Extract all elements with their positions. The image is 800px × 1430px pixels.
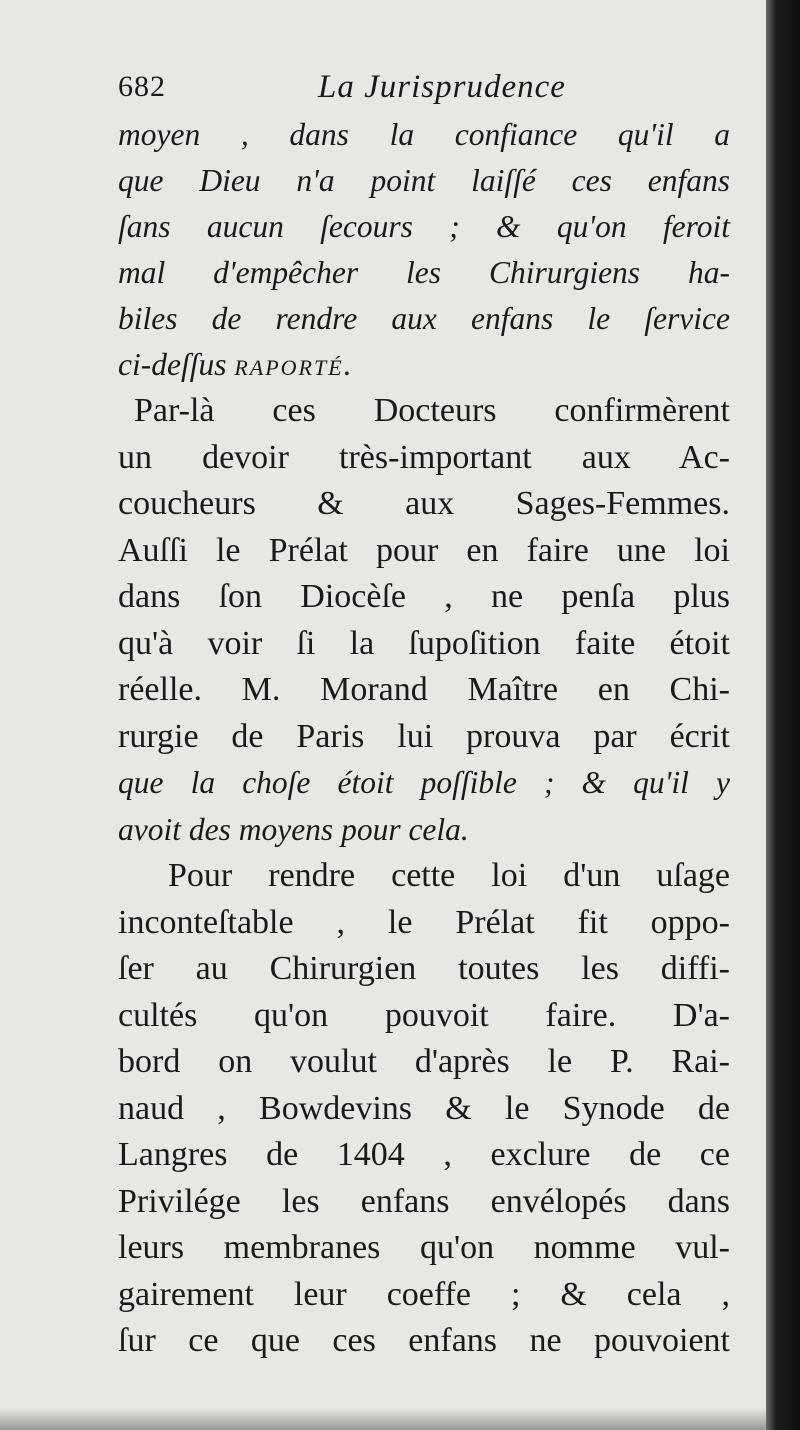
text-fragment: ci-deſſus: [118, 347, 235, 382]
text-line: biles de rendre aux enfans le ſervice: [118, 301, 730, 336]
text-line: cultés qu'on pouvoit faire. D'a-: [118, 996, 730, 1034]
continuation-passage: [118, 112, 730, 388]
text-line: mal d'empêcher les Chirurgiens ha-: [118, 255, 730, 290]
text-line: dans ſon Diocèſe , ne penſa plus: [118, 578, 730, 615]
text-line: ſans aucun ſecours ; & qu'on feroit: [118, 209, 730, 244]
text-line: Pour rendre cette loi d'un uſage: [168, 857, 730, 894]
small-caps-word: raporté: [234, 347, 344, 382]
paragraph-2: [118, 853, 730, 1365]
text-line: que la choſe étoit poſſible ; & qu'il y: [118, 765, 730, 800]
paragraph-1: [118, 388, 730, 853]
text-line: un devoir très-important aux Ac-: [118, 438, 730, 476]
text-line: leurs membranes qu'on nomme vul-: [118, 1229, 730, 1266]
text-line: Langres de 1404 , exclure de ce: [118, 1136, 730, 1173]
page-bottom-shadow: [0, 1408, 770, 1430]
text-line: réelle. M. Morand Maître en Chi-: [118, 671, 730, 708]
text-fragment: .: [343, 347, 352, 382]
text-line: Par-là ces Docteurs confirmèrent: [134, 392, 730, 429]
text-line: Privilége les enfans envélopés dans: [118, 1182, 730, 1220]
text-line: Auſſi le Prélat pour en faire une loi: [118, 531, 730, 569]
text-line: rurgie de Paris lui prouva par écrit: [118, 717, 730, 755]
text-line: bord on voulut d'après le P. Rai-: [118, 1043, 730, 1080]
text-line: ſer au Chirurgien toutes les diffi-: [118, 950, 730, 987]
text-line: moyen , dans la confiance qu'il a: [118, 117, 730, 152]
page-content: [118, 62, 730, 1365]
text-line: avoit des moyens pour cela.: [118, 811, 469, 847]
text-line: ſur ce que ces enfans ne pouvoient: [118, 1322, 730, 1359]
running-title: La Jurisprudence: [318, 69, 566, 105]
running-head: [118, 62, 730, 112]
text-line: coucheurs & aux Sages-Femmes.: [118, 485, 730, 522]
page-number: 682: [118, 70, 166, 103]
text-line: [118, 342, 730, 388]
text-line: naud , Bowdevins & le Synode de: [118, 1089, 730, 1127]
text-line: que Dieu n'a point laiſſé ces enfans: [118, 163, 730, 198]
text-line: qu'à voir ſi la ſupoſition faite étoit: [118, 624, 730, 662]
text-line: inconteſtable , le Prélat fit oppo-: [118, 903, 730, 941]
binding-gutter-shadow: [766, 0, 800, 1430]
text-line: gairement leur coeffe ; & cela ,: [118, 1275, 730, 1313]
